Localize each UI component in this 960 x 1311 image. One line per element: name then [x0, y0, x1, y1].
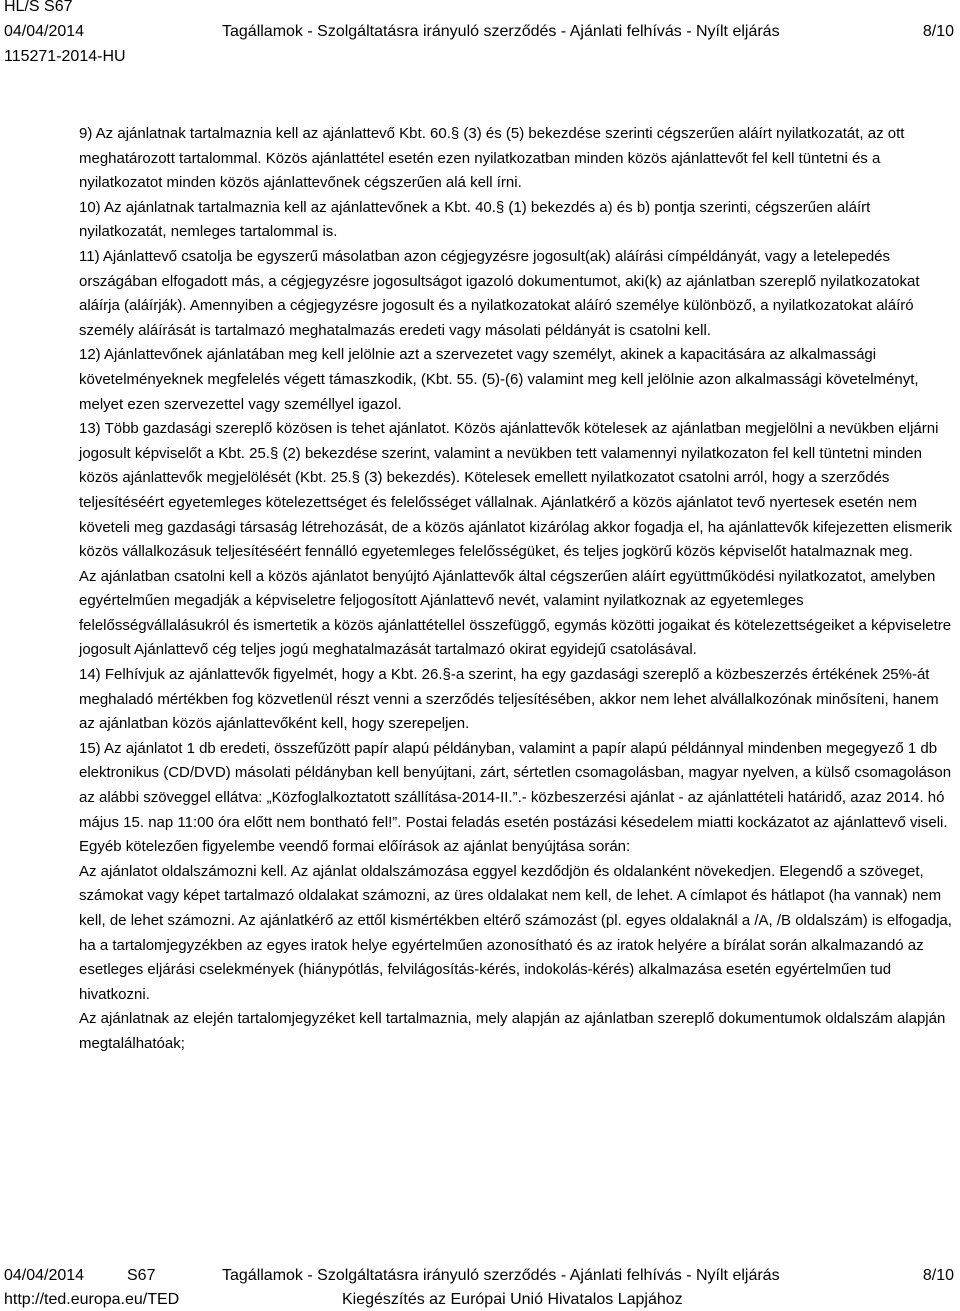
paragraph-page-numbering: Az ajánlatot oldalszámozni kell. Az ajánlat oldalszámozása eggyel kezdődjön és oldalanként növekedjen. Elegendő a szöveget, számokat vagy képet tartalmazó oldalakat számozni, az üres oldalakat nem kell, de lehet. A címlapot és hátlapot (ha vannak) nem kell, de lehet számozni. Az ajánlatkérő az ettől kismértékben eltérő számozást (pl. egyes oldalaknál a /A, /B oldalszám) is elfogadja, ha a tartalomjegyzékben az egyes iratok helye egyértelműen azonosítható és az iratok helyére a bírálat során alkalmazandó az esetleges eljárási cselekmények (hiánypótlás, felvilágosítás-kérés, indokolás-kérés) alkalmazása esetén egyértelműen tud hivatkozni.	[79, 862, 952, 1003]
notice-id: 115271-2014-HU	[4, 48, 126, 65]
paragraph-item-9: 9) Az ajánlatnak tartalmaznia kell az ajánlattevő Kbt. 60.§ (3) és (5) bekezdése szerinti cégszerűen aláírt nyilatkozatát, az ott meghatározott tartalommal. Közös ajánlattétel esetén ezen nyilatkozatban minden közös ajánlattevőt fel kell tüntetni és a nyilatkozatot minden közös ajánlattevőnek cégszerűen alá kell írni.	[79, 125, 905, 192]
header-title: Tagállamok - Szolgáltatásra irányuló szerződés - Ajánlati felhívás - Nyílt eljárás	[222, 23, 780, 40]
footer-title: Tagállamok - Szolgáltatásra irányuló szerződés - Ajánlati felhívás - Nyílt eljárás	[222, 1267, 780, 1284]
footer-url[interactable]: http://ted.europa.eu/TED	[4, 1291, 180, 1308]
doc-code: HL/S S67	[4, 0, 73, 15]
paragraph-formal-requirements: Egyéb kötelezően figyelembe veendő formai előírások az ajánlat benyújtása során:	[79, 838, 631, 856]
paragraph-item-11: 11) Ajánlattevő csatolja be egyszerű másolatban azon cégjegyzésre jogosult(ak) aláírási címpéldányát, vagy a letelepedés országában elfogadott más, a cégjegyzésre jogosultságot igazoló dokumentumot, aki(k) az ajánlatban szereplő nyilatkozatokat aláírja (aláírják). Amennyiben a cégjegyzésre jogosult és a nyilatkozatokat aláíró személye különböző, a nyilatkozatokat aláíró személy aláírását is tartalmazó meghatalmazás eredeti vagy másolati példányát is csatolni kell.	[79, 247, 920, 339]
footer-publisher: Kiegészítés az Európai Unió Hivatalos Lapjához	[342, 1291, 683, 1308]
header-date: 04/04/2014	[4, 23, 85, 40]
document-body	[79, 122, 957, 1057]
footer-date: 04/04/2014	[4, 1267, 85, 1284]
paragraph-item-13: 13) Több gazdasági szereplő közösen is tehet ajánlatot. Közös ajánlattevők kötelesek az ajánlatban megjelölni a nevükben eljárni jogosult képviselőt a Kbt. 25.§ (2) bekezdése szerint, valamint a nevükben tett valamennyi nyilatkozaton fel kell tüntetni minden közös ajánlattevők megjelölését (Kbt. 25.§ (3) bekezdés). Kötelesek emellett nyilatkozatot csatolni arról, hogy a szerződés teljesítéséért egyetemleges kötelezettséget és felelősséget vállalnak. Ajánlatkérő a közös ajánlatot tevő nyertesek esetén nem követeli meg gazdasági társaság létrehozását, de a közös ajánlatot kizárólag akkor fogadja el, ha ajánlattevők kifejezetten elismerik közös vállalkozásuk teljesítéséért fennálló egyetemleges felelősségüket, és teljes jogkörű közös képviselőt hatalmaznak meg.	[79, 420, 952, 561]
paragraph-item-15: 15) Az ajánlatot 1 db eredeti, összefűzött papír alapú példányban, valamint a papír alapú példánnyal mindenben megegyező 1 db elektronikus (CD/DVD) másolati példányban kell benyújtani, zárt, sértetlen csomagolásban, magyar nyelven, a külső csomagoláson az alábbi szöveggel ellátva: „Közfoglalkoztatott szállítása-2014-II.”.- közbeszerzési ajánlat - az ajánlattételi határidő, azaz 2014. hó május 15. nap 11:00 óra előtt nem bontható fel!”. Postai feladás esetén postázási késedelem miatti kockázatot az ajánlattevő viseli.	[79, 739, 952, 831]
paragraph-item-12: 12) Ajánlattevőnek ajánlatában meg kell jelölnie azt a szervezetet vagy személyt, akinek a kapacitására az alkalmassági követelményeknek megfelelés végett támaszkodik, (Kbt. 55. (5)-(6) valamint meg kell jelölnie azon alkalmassági követelményt, melyet ezen szervezettel vagy személlyel igazol.	[79, 346, 919, 413]
footer-series: S67	[127, 1267, 156, 1284]
paragraph-item-14: 14) Felhívjuk az ajánlattevők figyelmét, hogy a Kbt. 26.§-a szerint, ha egy gazdasági szereplő a közbeszerzés értékének 25%-át meghaladó mértékben fog közvetlenül részt venni a szerződés teljesítésében, akkor nem lehet alvállalkozónak minősíteni, hanem az ajánlatban közös ajánlattevőként kell, hogy szerepeljen.	[79, 666, 939, 733]
header-page-number: 8/10	[922, 23, 954, 40]
paragraph-item-10: 10) Az ajánlatnak tartalmaznia kell az ajánlattevőnek a Kbt. 40.§ (1) bekezdés a) és b) pontja szerinti, cégszerűen aláírt nyilatkozatát, nemleges tartalommal is.	[79, 198, 871, 241]
footer-page-number: 8/10	[922, 1267, 954, 1284]
paragraph-joint-bid: Az ajánlatban csatolni kell a közös ajánlatot benyújtó Ajánlattevők által cégszerűen aláírt együttműködési nyilatkozatot, amelyben egyértelműen megadják a képviseletre feljogosított Ajánlattevő nevét, valamint nyilatkoznak az egyetemleges felelősségvállalásukról és ismertetik a közös ajánlattétellel összefüggő, egymás közötti jogaikat és kötelezettségeiket a képviseletre jogosult Ajánlattevő cég teljes jogú meghatalmazását tartalmazó okirat egyidejű csatolásával.	[79, 567, 952, 659]
paragraph-table-of-contents: Az ajánlatnak az elején tartalomjegyzéket kell tartalmaznia, mely alapján az ajánlatban szereplő dokumentumok oldalszám alapján megtalálhatóak;	[79, 1010, 946, 1052]
